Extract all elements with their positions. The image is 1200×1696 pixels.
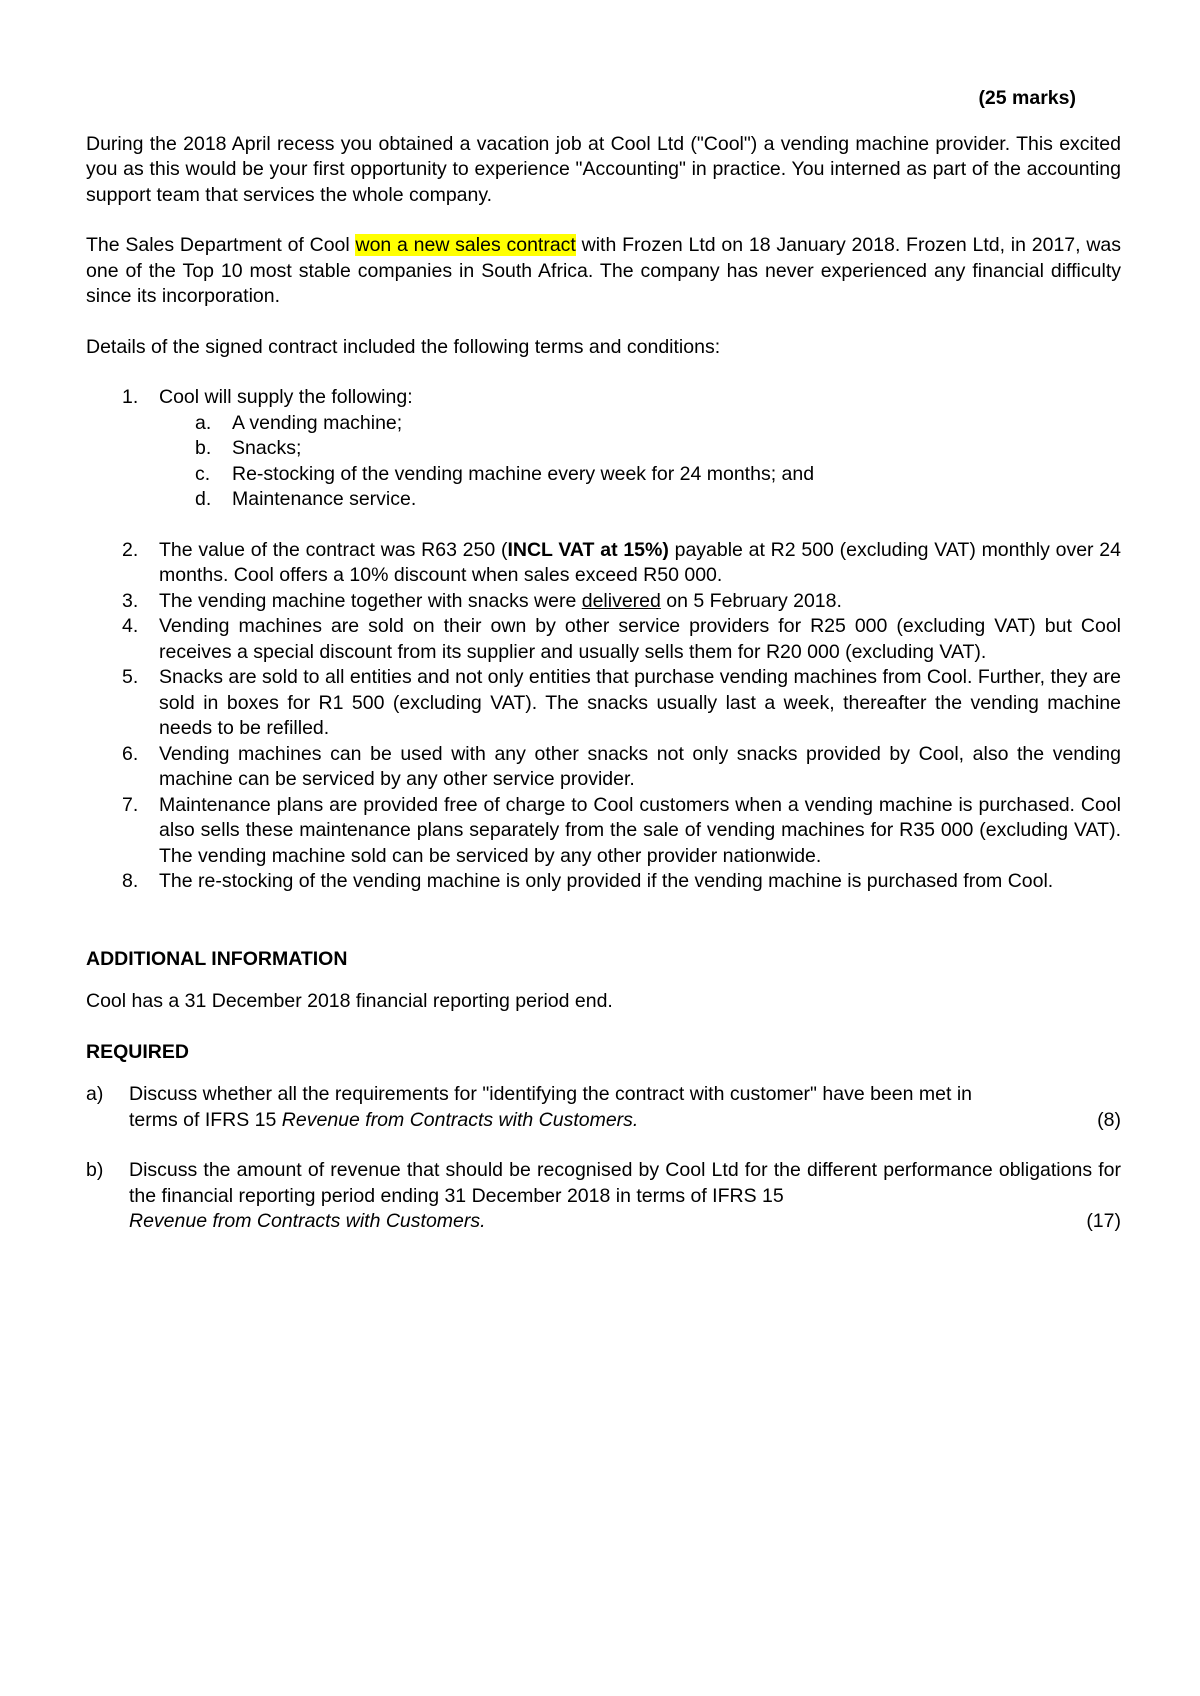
sub-item-a — [159, 411, 1121, 437]
sub-item-letter: a. — [195, 411, 212, 434]
sub-item-d — [159, 487, 1121, 513]
intro-p2-end: with Frozen Ltd on 18 January 2018. Frozen Ltd, in 2017, was one of the Top 10 most stable companies in South Africa. The company has never experienced any financial difficulty since its incorporation. — [86, 234, 1122, 307]
term-text: Snacks are sold to all entities and not only entities that purchase vending machines from Cool. Further, they are sold in boxes for R1 500 (excluding VAT). The snacks usually last a week, thereafter the vending machine needs to be refilled. — [159, 666, 1121, 739]
highlighted-phrase: won a new sales contract — [355, 234, 576, 256]
term-number: 5. — [122, 666, 139, 688]
document-page — [86, 86, 1121, 1260]
supply-sub-list — [159, 411, 1121, 513]
sub-item-b — [159, 436, 1121, 462]
term-item-1 — [86, 385, 1121, 513]
required-item-b — [86, 1158, 1121, 1235]
intro-paragraph-1: During the 2018 April recess you obtained a vacation job at Cool Ltd ("Cool") a vending machine provider. This excited you as this would be your first opportunity to experience "Accounting" in practice. You interned as part of the accounting support team that services the whole company. — [86, 132, 1121, 206]
term-text-underlined: delivered — [581, 589, 661, 612]
required-item-last-line — [129, 1108, 1121, 1134]
required-item-text: Discuss whether all the requirements for "identifying the contract with customer" have been met in — [129, 1083, 972, 1105]
term-item-2 — [86, 538, 1121, 589]
sub-item-text: Snacks; — [232, 437, 302, 459]
required-item-marks: (17) — [1086, 1210, 1121, 1232]
term-number: 3. — [122, 589, 139, 612]
required-item-letter: b) — [86, 1159, 104, 1181]
term-item-6 — [86, 742, 1121, 793]
sub-item-letter: c. — [195, 462, 211, 485]
sub-item-letter: b. — [195, 437, 212, 459]
term-text: Maintenance plans are provided free of charge to Cool customers when a vending machine is purchased. Cool also sells these maintenance plans separately from the sale of vending machines for R35 000 (excluding VAT). The vending machine sold can be serviced by any other provider nationwide. — [159, 793, 1121, 867]
term-text-start: The value of the contract was R63 250 ( — [159, 538, 508, 561]
sub-item-text: A vending machine; — [232, 411, 403, 434]
contract-terms-list — [86, 385, 1121, 895]
term-text-bold: INCL VAT at 15%) — [507, 538, 669, 561]
required-item-a — [86, 1082, 1121, 1133]
term-number: 7. — [122, 793, 139, 816]
required-item-marks: (8) — [1097, 1108, 1121, 1131]
sub-item-letter: d. — [195, 488, 212, 510]
additional-information-text: Cool has a 31 December 2018 financial reporting period end. — [86, 990, 613, 1012]
term-item-3 — [86, 589, 1121, 615]
additional-information-heading: ADDITIONAL INFORMATION — [86, 947, 348, 970]
term-text: Cool will supply the following: — [159, 386, 413, 408]
term-item-8 — [86, 869, 1121, 895]
term-number: 1. — [122, 386, 139, 408]
required-heading: REQUIRED — [86, 1040, 189, 1063]
intro-paragraph-3: Details of the signed contract included the following terms and conditions: — [86, 335, 721, 358]
standard-title: Revenue from Contracts with Customers. — [129, 1210, 486, 1232]
term-number: 6. — [122, 742, 139, 765]
required-item-text: Discuss the amount of revenue that should be recognised by Cool Ltd for the different performance obligations for the financial reporting period ending 31 December 2018 in terms of IFRS 15 — [129, 1159, 1121, 1207]
required-item-line2-start: terms of IFRS 15 — [129, 1108, 282, 1131]
term-text: Vending machines are sold on their own by other service providers for R25 000 (excluding VAT) but Cool receives a special discount from its supplier and usually sells them for R20 000 (excluding VAT). — [159, 615, 1121, 663]
term-number: 8. — [122, 870, 139, 892]
intro-p2-start: The Sales Department of Cool — [86, 234, 356, 256]
term-item-4 — [86, 614, 1121, 665]
sub-item-text: Re-stocking of the vending machine every week for 24 months; and — [232, 462, 815, 485]
term-item-7 — [86, 793, 1121, 870]
total-marks: (25 marks) — [978, 87, 1076, 109]
term-text-start: The vending machine together with snacks were — [159, 589, 582, 612]
standard-title: Revenue from Contracts with Customers. — [281, 1108, 639, 1131]
term-text: Vending machines can be used with any other snacks not only snacks provided by Cool, also the vending machine can be serviced by any other service provider. — [159, 742, 1121, 790]
required-item-letter: a) — [86, 1083, 104, 1105]
term-text-end: on 5 February 2018. — [660, 589, 842, 612]
term-item-5 — [86, 665, 1121, 742]
sub-item-text: Maintenance service. — [232, 488, 417, 510]
term-number: 4. — [122, 615, 139, 637]
required-item-last-line — [129, 1209, 1121, 1235]
term-text: The re-stocking of the vending machine is only provided if the vending machine is purchased from Cool. — [159, 870, 1054, 892]
intro-paragraph-2 — [86, 233, 1121, 310]
term-number: 2. — [122, 538, 139, 561]
sub-item-c — [159, 462, 1121, 488]
term-text-end: payable at R2 500 (excluding VAT) monthly over 24 months. Cool offers a 10% discount when sales exceed R50 000. — [159, 538, 1121, 586]
